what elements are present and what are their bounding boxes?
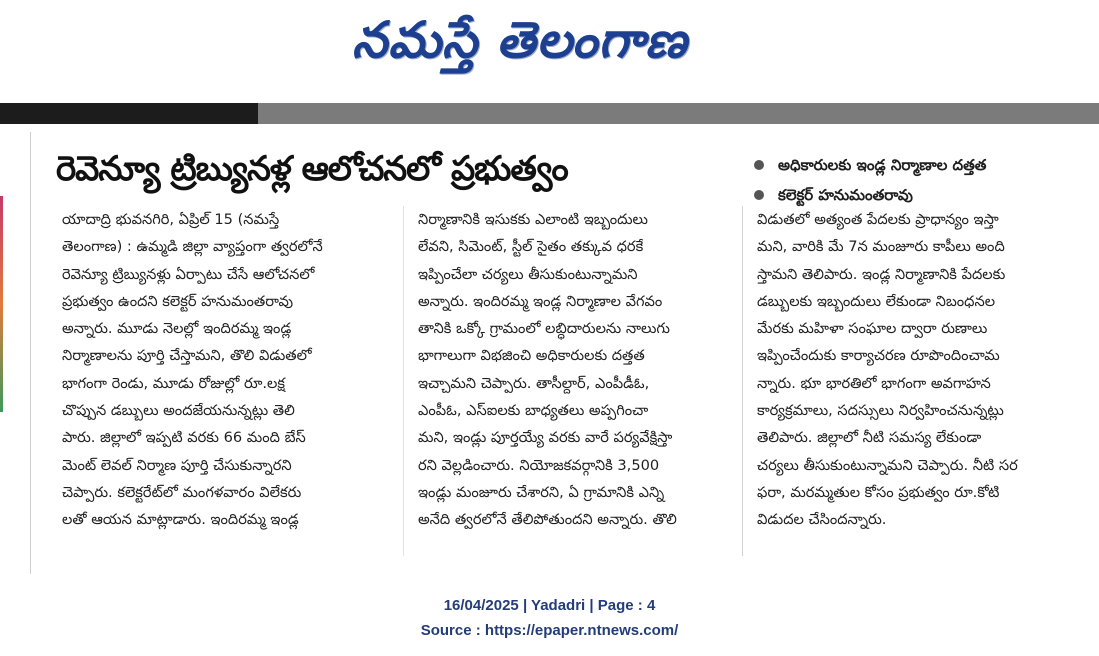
column-text-line: విడుతలో అత్యంత పేదలకు ప్రాధాన్యం ఇస్తా [757, 211, 999, 228]
column-text-line: తెలిపారు. జిల్లాలో నీటి సమస్య లేకుండా [757, 429, 982, 447]
footer-source-line: Source : https://epaper.ntnews.com/ [420, 622, 679, 639]
header-band-dark [0, 103, 258, 124]
column-text-line: లేవని, సిమెంట్, స్టీల్ సైతం తక్కువ ధరకే [418, 238, 644, 256]
column-text-line: అన్నారు. మూడు నెలల్లో ఇందిరమ్మ ఇండ్ల [62, 320, 292, 338]
left-edge-strip [0, 196, 3, 412]
column-divider [742, 206, 743, 556]
column-text-line: డబ్బులకు ఇబ్బందులు లేకుండా నిబంధనల [757, 292, 996, 310]
bullet-text: అధికారులకు ఇండ్ల నిర్మాణాల దత్తత [778, 156, 987, 174]
article-bullets [752, 150, 1092, 210]
column-text-line: ఎంపీఓ, ఎస్ఐలకు బాధ్యతలు అప్పగించా [418, 402, 649, 420]
bullet-item [752, 150, 1092, 180]
column-text-line: మని, వారికి మే 7న మంజూరు కాపీలు అంది [757, 238, 1005, 256]
column-text-line: మని, ఇండ్లు పూర్తయ్యే వరకు వారే పర్యవేక్షిస్తా [418, 429, 673, 447]
column-text-line: నిర్మాణాలను పూర్తి చేస్తామని, తొలి విడుతలో [62, 347, 312, 365]
bullet-dot-icon [754, 160, 764, 170]
newspaper-logo: నమస్తే తెలంగాణ [352, 11, 688, 69]
column-text-line: ఇండ్లు మంజూరు చేశారని, ఏ గ్రామానికి ఎన్ని [418, 483, 665, 501]
column-text-line: న్నారు. భూ భారతిలో భాగంగా అవగాహన [757, 374, 991, 392]
column-text-line: ఇప్పించేందుకు కార్యాచరణ రూపొందించామ [757, 347, 1000, 365]
article-column-3 [757, 206, 1087, 534]
column-text-line: రని వెల్లడించారు. నియోజకవర్గానికి 3,500 [418, 456, 660, 474]
column-text-line: భాగంగా రెండు, మూడు రోజుల్లో రూ.లక్ష [62, 374, 285, 392]
column-text-line: తెలంగాణ) : ఉమ్మడి జిల్లా వ్యాప్తంగా త్వరలోనే [62, 238, 323, 256]
column-text-line: ప్రభుత్వం ఉందని కలెక్టర్ హనుమంతరావు [62, 292, 294, 310]
column-text-line: విడుదల చేసిందన్నారు. [757, 511, 887, 529]
column-text-line: చర్యలు తీసుకుంటున్నామని చెప్పారు. నీటి సర [757, 456, 1018, 474]
column-text-line: లతో ఆయన మాట్లాడారు. ఇందిరమ్మ ఇండ్ల [62, 511, 299, 529]
column-text-line: భాగాలుగా విభజించి అధికారులకు దత్తత [418, 347, 645, 365]
column-text-line: అన్నారు. ఇందిరమ్మ ఇండ్ల నిర్మాణాల వేగవం [418, 292, 663, 310]
column-text-line: నిర్మాణానికి ఇసుకకు ఎలాంటి ఇబ్బందులు [418, 211, 648, 228]
column-text-line: ఇప్పించేలా చర్యలు తీసుకుంటున్నామని [418, 265, 638, 283]
article-column-1 [62, 206, 384, 534]
masthead [0, 0, 1099, 100]
bullet-text: కలెక్టర్ హనుమంతరావు [778, 186, 913, 204]
column-text-line: మేరకు మహిళా సంఘాల ద్వారా రుణాలు [757, 320, 988, 338]
column-text-line: రెవెన్యూ ట్రిబ్యునళ్లు ఏర్పాటు చేసే ఆలోచనలో [62, 265, 315, 283]
column-text-line: అనేది త్వరలోనే తేలిపోతుందని అన్నారు. తొలి [418, 511, 677, 529]
column-text-line: పారు. జిల్లాలో ఇప్పటి వరకు 66 మంది బేస్ [62, 429, 306, 447]
column-text-line: చెప్పారు. కలెక్టరేట్‌లో మంగళవారం విలేకరు [62, 483, 302, 501]
footer-date-line: 16/04/2025 | Yadadri | Page : 4 [443, 597, 656, 614]
column-text-line: మెంట్ లెవల్ నిర్మాణ పూర్తి చేసుకున్నారని [62, 456, 292, 474]
column-text-line: కార్యక్రమాలు, సదస్సులు నిర్వహించనున్నట్లు [757, 402, 1004, 420]
column-text-line: తానికి ఒక్కో గ్రామంలో లబ్ధిదారులను నాలుగు [418, 320, 670, 338]
bullet-dot-icon [754, 190, 764, 200]
column-text-line: ఫరా, మరమ్మతుల కోసం ప్రభుత్వం రూ.కోటి [757, 483, 1000, 501]
column-text-line: చొప్పున డబ్బులు అందజేయనున్నట్లు తెలి [62, 402, 295, 420]
article-column-2 [418, 206, 726, 534]
header-band-grey [258, 103, 1099, 124]
column-text-line: స్తామని తెలిపారు. ఇండ్ల నిర్మాణానికి పేదలకు [757, 265, 1006, 283]
article-headline: రెవెన్యూ ట్రిబ్యునళ్ల ఆలోచనలో ప్రభుత్వం [56, 149, 568, 189]
page-footer [0, 593, 1099, 643]
column-text-line: యాదాద్రి భువనగిరి, ఏప్రిల్ 15 (నమస్తే [62, 211, 280, 228]
column-divider [403, 206, 404, 556]
column-text-line: ఇచ్చామని చెప్పారు. తాసీల్దార్, ఎంపీడీఓ, [418, 374, 650, 392]
